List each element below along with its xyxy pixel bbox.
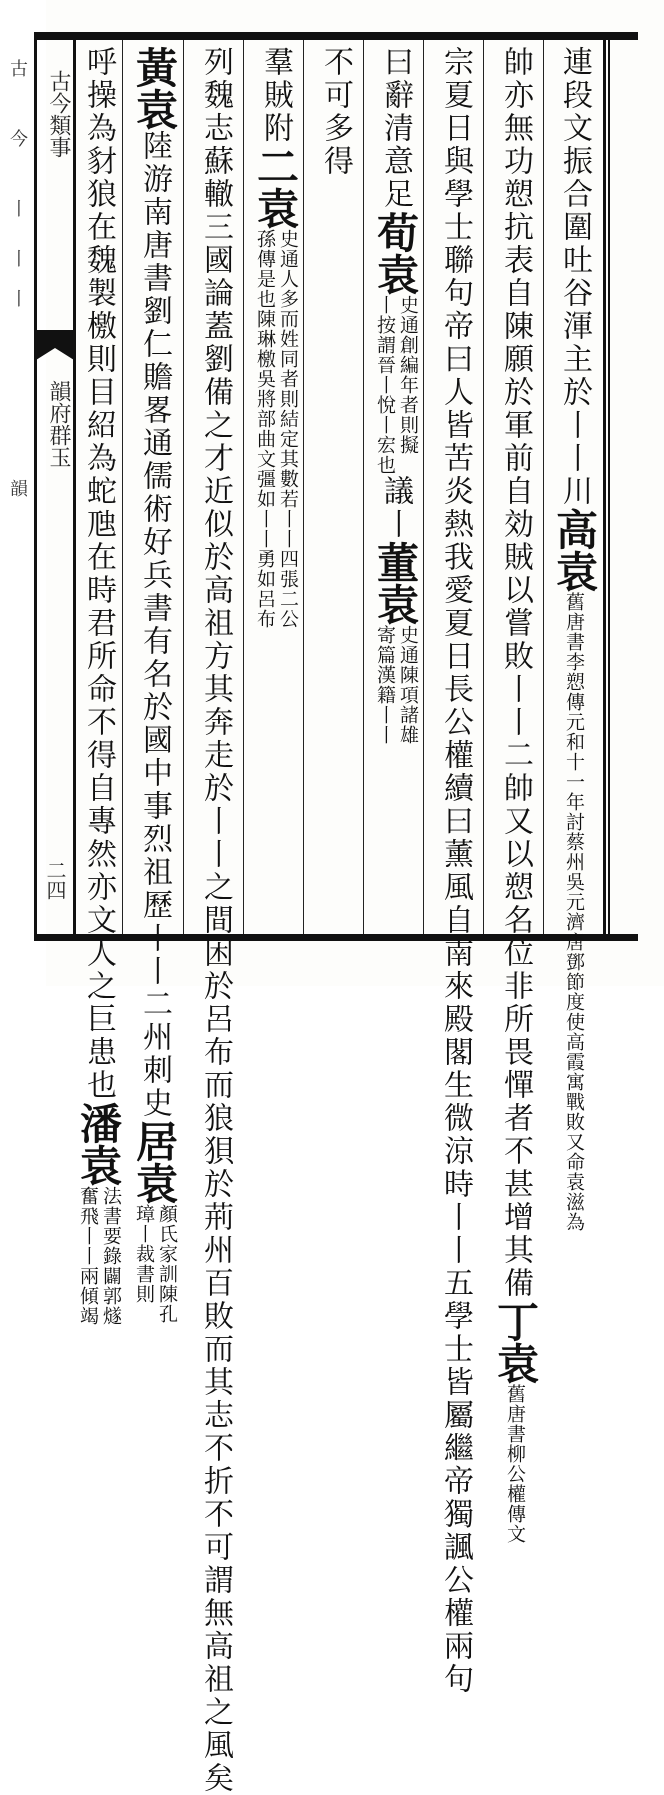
page-number: 二四 bbox=[43, 860, 67, 900]
annotation: 寄篇漢籍丨丨 bbox=[374, 625, 396, 745]
column-rule bbox=[363, 40, 364, 934]
column-rule bbox=[423, 40, 424, 934]
edge-mark: 古 bbox=[10, 59, 28, 80]
annotation: 法書要錄闢郭燧 bbox=[100, 1186, 122, 1326]
frame-right-border-outer bbox=[608, 32, 610, 941]
annotation-pair bbox=[76, 1186, 122, 1326]
annotation-pair bbox=[132, 1204, 178, 1324]
column-text: 不可多得 bbox=[318, 46, 353, 178]
banxin-upper-title: 古今類事 bbox=[46, 70, 71, 158]
edge-mark: 丨 bbox=[10, 199, 28, 220]
entry-heading: 荀袁 bbox=[371, 211, 420, 295]
column-rule bbox=[122, 40, 123, 934]
column-text: 連段文振合圍吐谷渾主於丨丨川 bbox=[557, 46, 592, 508]
text-column-5b bbox=[189, 46, 239, 1795]
annotation-pair bbox=[373, 625, 419, 745]
text-column-7 bbox=[128, 46, 179, 1324]
annotation: 舊唐書柳公權傳文 bbox=[504, 1384, 526, 1544]
column-text: 蘇轍三國論蓋劉備之才近似於高祖方其奔走於丨丨之間困於呂布而狼狽於荊州百敗而其志不折不可謂無高祖之風矣 bbox=[198, 145, 233, 1795]
column-text: 宗夏日與學士聯句帝曰人皆苦炎熱我愛夏日長公權續曰薰風自南來殿閣生微涼時丨丨五學士皆屬繼帝獨諷公權兩句 bbox=[438, 46, 473, 1696]
fish-tail-mark bbox=[36, 330, 74, 360]
text-column-8 bbox=[74, 46, 123, 1326]
entry-heading: 董袁 bbox=[371, 541, 420, 625]
edge-mark: 丨 bbox=[10, 249, 28, 270]
entry-heading: 居袁 bbox=[130, 1120, 179, 1204]
column-rule bbox=[303, 40, 304, 934]
annotation: 孫傳是也陳琳檄吳將部曲文彊如丨丨勇如呂布 bbox=[254, 229, 276, 629]
edge-mark: 丨 bbox=[10, 289, 28, 310]
annotation: 史通陳項諸雄 bbox=[397, 625, 419, 745]
entry-heading: 黃袁 bbox=[130, 46, 179, 130]
text-column-2 bbox=[489, 46, 540, 1544]
edge-mark: 今 bbox=[10, 129, 28, 150]
annotation-pair bbox=[253, 229, 299, 629]
annotation: 史通人多而姓同者則結定其數若丨丨四張二公 bbox=[277, 229, 299, 629]
column-text: 列魏志 bbox=[198, 46, 233, 145]
column-text: 呼操為豺狼在魏製檄則目紹為蛇虺在時君所命不得自專然亦文人之巨患也 bbox=[81, 46, 116, 1102]
entry-heading: 丁袁 bbox=[491, 1300, 540, 1384]
text-column-5 bbox=[249, 46, 299, 926]
column-text: 曰辭清意足 bbox=[378, 46, 413, 211]
entry-heading: 高袁 bbox=[550, 508, 599, 592]
frame-bottom-border bbox=[34, 934, 638, 941]
column-text: 陸游南唐書劉仁贍畧通儒術好兵書有名於國中事烈祖歷丨丨二州刺史 bbox=[137, 130, 172, 1120]
column-rule bbox=[243, 40, 244, 934]
edge-mark: 韻 bbox=[10, 479, 28, 500]
annotation: 璋丨裁書則 bbox=[133, 1204, 155, 1304]
column-text: 帥亦無功愬抗表自陳願於軍前自効賊以嘗敗丨丨二帥又以愬名位非所畏憚者不甚增其備 bbox=[498, 46, 533, 1300]
annotation-pair bbox=[373, 295, 419, 475]
center-fold-strip bbox=[36, 40, 76, 934]
entry-heading: 二袁 bbox=[251, 145, 300, 229]
text-column-4b bbox=[309, 46, 359, 926]
annotation: 丨按謂晉丨悅丨宏也 bbox=[374, 295, 396, 475]
column-text: 議丨 bbox=[378, 475, 413, 541]
column-rule bbox=[483, 40, 484, 934]
entry-heading: 潘袁 bbox=[74, 1102, 123, 1186]
text-column-3 bbox=[429, 46, 479, 1696]
banxin-book-title: 韻府群玉 bbox=[46, 380, 71, 468]
column-rule bbox=[543, 40, 544, 934]
annotation: 舊唐書李愬傳元和十一年討蔡州吳元濟唐鄧節度使高霞寓戰敗又命袁滋為 bbox=[563, 592, 585, 1232]
column-text: 羣賊附 bbox=[258, 46, 293, 145]
frame-top-border bbox=[34, 32, 638, 40]
annotation: 史通創編年者則擬 bbox=[397, 295, 419, 455]
text-column-1 bbox=[548, 46, 599, 1232]
column-rule bbox=[183, 40, 184, 934]
frame-right-border bbox=[603, 32, 606, 941]
annotation: 顏氏家訓陳孔 bbox=[156, 1204, 178, 1324]
annotation: 奮飛丨丨兩傾竭 bbox=[77, 1186, 99, 1326]
text-column-4 bbox=[369, 46, 419, 926]
